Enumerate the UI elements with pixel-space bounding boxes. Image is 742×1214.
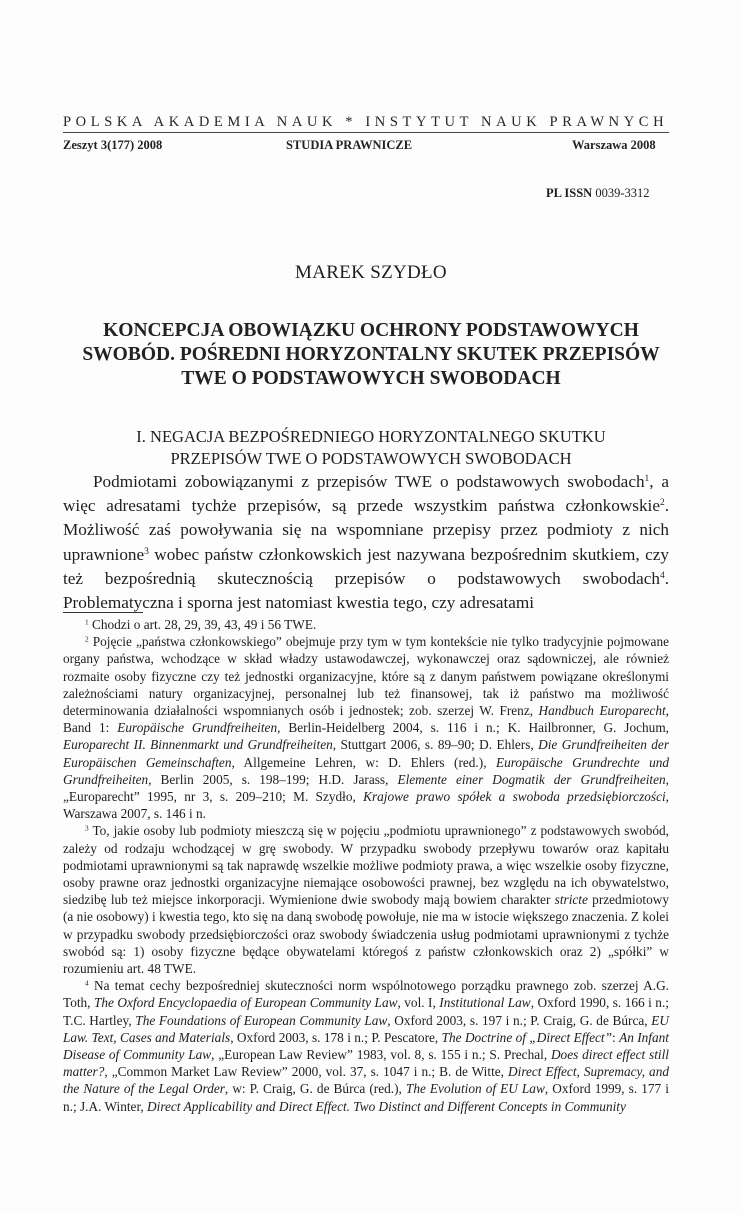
text-run: , vol. I, xyxy=(397,995,440,1011)
paragraph xyxy=(63,470,669,615)
citation-title: Krajowe prawo spółek a swoboda przedsiębiorczości xyxy=(363,789,666,805)
text-run: wobec państw członkowskich jest nazywana bezpośrednim skutkiem, czy też bezpośrednią skutecznością przepisów o podstawowych swobodach xyxy=(63,544,669,588)
text-run: , Oxford 2003, s. 197 i n.; P. Craig, G. de Búrca, xyxy=(387,1012,652,1028)
footnote-1 xyxy=(63,616,669,633)
section-heading xyxy=(80,426,662,470)
header-rule xyxy=(63,132,669,133)
text-run: Na temat cechy bezpośredniej skuteczności norm wspólnotowego porządku prawnego zob. szerzej A.G. Toth, xyxy=(63,978,669,1011)
citation-title: Does direct effect still matter? xyxy=(63,1047,669,1080)
text-run: , Warszawa 2007, s. 146 i n. xyxy=(63,789,669,822)
text-run: , Berlin-Heidelberg 2004, s. 116 i n.; K. Hailbronner, G. Jochum, xyxy=(277,720,669,736)
text-run: , Oxford 2003, s. 178 i n.; P. Pescatore, xyxy=(230,1029,442,1045)
citation-title: EU Law. Text, Cases and Materials xyxy=(63,1012,669,1045)
footnote-number: 1 xyxy=(85,617,89,627)
footnote-ref[interactable]: 3 xyxy=(144,546,149,557)
text-run: Podmiotami zobowiązanymi z przepisów TWE o podstawowych swobodach xyxy=(93,472,645,491)
issn-value: 0039-3312 xyxy=(595,186,650,200)
emphasis: stricte xyxy=(554,892,588,908)
footnote-number: 3 xyxy=(85,823,89,833)
footnotes xyxy=(63,616,669,1115)
citation-title: An Infant Disease of Community Law xyxy=(63,1029,669,1063)
citation-title: Europäische Grundfreiheiten xyxy=(117,720,278,736)
footnote-ref[interactable]: 1 xyxy=(644,473,650,484)
footnote-number: 2 xyxy=(85,634,89,644)
text-run: : xyxy=(612,1029,620,1045)
citation-title: The Evolution of EU Law xyxy=(405,1081,545,1097)
citation-title: The Foundations of European Community Law xyxy=(135,1012,388,1028)
text-run: przedmiotowy (a nie osobowy) i kwestia tego, kto się na daną swobodę powołuje, nie ma w istocie większego znaczenia. Z kolei w przypadku swobody przedsiębiorczości oraz swobody świadczenia usług podmiotami uprawnionymi z tychże swobód są: 1) osoby fizyczne będące obywatelami któregoś z państw członkowskich oraz 2) „spółki” w rozumieniu art. 48 TWE. xyxy=(63,892,669,977)
text-run: , w: P. Craig, G. de Búrca (red.), xyxy=(224,1081,406,1097)
place-year: Warszawa 2008 xyxy=(572,138,656,152)
text-run: , Oxford 1999, s. 177 i n.; J.A. Winter, xyxy=(63,1081,669,1114)
text-run: . Możliwość zaś powoływania się na wspomniane przepisy przez podmioty z nich uprawnione xyxy=(63,496,669,564)
citation-title: Direct Applicability and Direct Effect. Two Distinct and Different Concepts in Community xyxy=(147,1098,626,1114)
footnote-ref[interactable]: 4 xyxy=(659,570,665,581)
footnote-number: 4 xyxy=(85,978,89,988)
text-run: . Problematyczna i sporna jest natomiast kwestia tego, czy adresatami xyxy=(63,568,669,613)
body-text xyxy=(63,470,669,615)
footnote-2 xyxy=(63,633,669,822)
section-heading-line: PRZEPISÓW TWE O PODSTAWOWYCH SWOBODACH xyxy=(170,449,572,468)
text-run: , „Europarecht” 1995, nr 3, s. 209–210; M. Szydło, xyxy=(63,771,669,805)
institution-header: POLSKA AKADEMIA NAUK * INSTYTUT NAUK PRAWNYCH xyxy=(63,114,669,130)
citation-title: Handbuch Europarecht xyxy=(538,703,666,719)
citation-title: Institutional Law xyxy=(439,995,531,1011)
citation-title: Die Grundfreiheiten der Europäischen Gemeinschaften xyxy=(63,737,669,770)
citation-title: Europäische Grundrechte und Grundfreiheiten xyxy=(63,754,670,787)
section-heading-line: I. NEGACJA BEZPOŚREDNIEGO HORYZONTALNEGO SKUTKU xyxy=(136,427,606,446)
text-run: Chodzi o art. 28, 29, 39, 43, 49 i 56 TWE. xyxy=(91,617,317,632)
journal-name: STUDIA PRAWNICZE xyxy=(286,138,413,152)
footnote-separator xyxy=(63,612,143,613)
citation-title: The Oxford Encyclopaedia of European Community Law xyxy=(93,995,398,1011)
text-run: , Berlin 2005, s. 198–199; H.D. Jarass, xyxy=(148,771,398,787)
issn-label: PL ISSN xyxy=(546,186,593,200)
citation-title: Direct Effect, Supremacy, and the Nature of the Legal Order xyxy=(63,1064,669,1097)
article-title: KONCEPCJA OBOWIĄZKU OCHRONY PODSTAWOWYCH SWOBÓD. POŚREDNI HORYZONTALNY SKUTEK PRZEPISÓW TWE O PODSTAWOWYCH SWOBODACH xyxy=(82,320,660,389)
footnote-4 xyxy=(63,977,669,1115)
text-run: , „Common Market Law Review” 2000, vol. 37, s. 1047 i n.; B. de Witte, xyxy=(104,1064,509,1080)
text-run: , Band 1: xyxy=(63,703,669,736)
text-run: , Oxford 1990, s. 166 i n.; T.C. Hartley, xyxy=(63,995,669,1028)
text-run: To, jakie osoby lub podmioty mieszczą się w pojęciu „podmiotu uprawnionego” z podstawowych swobód, zależy od rodzaju wchodzącej w grę swobody. W przypadku swobody przepływu towarów oraz kapitału podmiotami uprawnionymi są tak naprawdę wszelkie możliwe podmioty prawa, a więc wszelkie osoby fizyczne, osoby prawne oraz jednostki organizacyjne niemające osobowości prawnej, bez względu na ich obywatelstwo, siedzibę lub też miejsce inkorporacji. Wymienione dwie swobody mają bowiem charakter xyxy=(63,823,669,908)
issn xyxy=(546,186,650,201)
issue-number: Zeszyt 3(177) 2008 xyxy=(63,138,163,152)
citation-title: Europarecht II. Binnenmarkt und Grundfreiheiten xyxy=(63,737,333,753)
text-run: , a więc adresatami tychże przepisów, są przede wszystkim państwa członkowskie xyxy=(63,472,669,516)
text-run: Pojęcie „państwa członkowskiego” obejmuje przy tym w tym kontekście nie tylko tradycyjnie pojmowane organy państwa, wchodzące w skład władzy ustawodawczej, wykonawczej oraz sądowniczej, ale również rozmaite osoby fizyczne czy też jednostki organizacyjne, które są z danym państwem powiązane określonymi zależnościami natury organizacyjnej, personalnej lub też finansowej, tak iż państwo ma możliwość determinowania działalności wspomnianych osób i jednostek; zob. szerzej W. Frenz, xyxy=(63,634,670,719)
footnote-3 xyxy=(63,822,669,977)
text-run: , Allgemeine Lehren, w: D. Ehlers (red.), xyxy=(231,754,496,770)
text-run: , Stuttgart 2006, s. 89–90; D. Ehlers, xyxy=(332,737,539,753)
author-name: MAREK SZYDŁO xyxy=(295,262,447,283)
footnote-ref[interactable]: 2 xyxy=(659,498,665,509)
text-run: , „European Law Review” 1983, vol. 8, s. 155 i n.; S. Prechal, xyxy=(211,1047,551,1063)
citation-title: The Doctrine of „Direct Effect” xyxy=(441,1029,612,1045)
citation-title: Elemente einer Dogmatik der Grundfreiheiten xyxy=(397,771,666,787)
